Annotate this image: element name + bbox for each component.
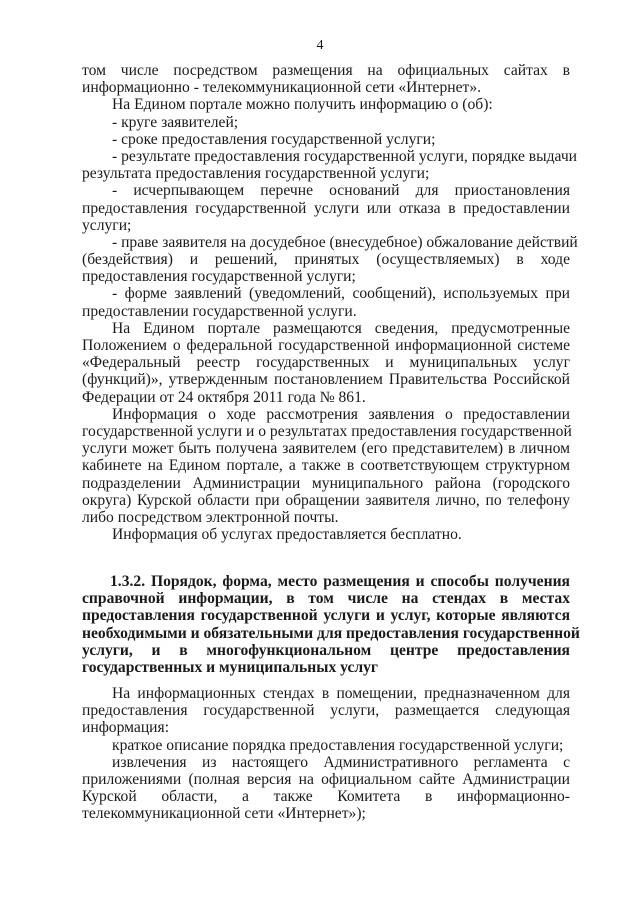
paragraph-line: информационно - телекоммуникационной сети «Интернет». <box>82 79 482 97</box>
heading-line: справочной информации, в том числе на стендах в местах <box>82 590 570 608</box>
paragraph-line: кабинете на Едином портале, а также в соответствующем структурном <box>82 457 570 475</box>
paragraph-line: На Едином портале размещаются сведения, предусмотренные <box>112 319 570 337</box>
paragraph-line: краткое описание порядка предоставления государственной услуги; <box>112 736 564 754</box>
paragraph-line: государственной услуги и о результатах предоставления государственной <box>82 422 572 440</box>
paragraph-line: либо посредством электронной почты. <box>82 508 339 526</box>
paragraph-line: «Федеральный реестр государственных и муниципальных услуг <box>82 354 570 372</box>
info-stands-section <box>82 685 570 823</box>
list-item: - исчерпывающем перечне оснований для приостановления <box>112 182 570 200</box>
heading-line: необходимыми и обязательными для предоставления государственной <box>82 624 580 642</box>
paragraph-line: Курской области, а также Комитета в информационно- <box>82 788 570 806</box>
paragraph-line: предоставлении государственной услуги. <box>82 302 357 320</box>
paragraph-line: подразделении Администрации муниципального района (городского <box>82 474 570 492</box>
list-item: - праве заявителя на досудебное (внесудебное) обжалование действий <box>112 233 578 251</box>
page-number: 4 <box>316 38 324 53</box>
paragraph-line: (функций)», утвержденным постановлением Правительства Российской <box>82 371 570 389</box>
heading-line: предоставления государственной услуги и услуг, которые являются <box>82 607 570 625</box>
paragraph-line: телекоммуникационной сети «Интернет»); <box>82 805 366 823</box>
heading-line: услуги, и в многофункциональном центре предоставления <box>82 641 570 659</box>
paragraph-line: Информация о ходе рассмотрения заявления о предоставлении <box>112 405 570 423</box>
list-item: - форме заявлений (уведомлений, сообщений), используемых при <box>112 285 570 303</box>
paragraph-line: предоставления государственной услуги; <box>82 268 356 286</box>
paragraph-line: услуги; <box>82 216 132 234</box>
list-item: - результате предоставления государственной услуги, порядке выдачи <box>112 147 578 165</box>
paragraph-line: приложениями (полная версия на официальном сайте Администрации <box>82 770 570 788</box>
list-item: - сроке предоставления государственной услуги; <box>112 130 436 148</box>
paragraph-line: услуги может быть получена заявителем (его представителем) в личном <box>82 440 570 458</box>
heading-line: 1.3.2. Порядок, форма, место размещения и способы получения <box>110 573 570 590</box>
list-item: - круге заявителей; <box>112 113 239 131</box>
paragraph-line: извлечения из настоящего Административного регламента с <box>112 753 570 771</box>
paragraph-line: Информация об услугах предоставляется бесплатно. <box>112 526 462 544</box>
paragraph-line: Положением о федеральной государственной информационной системе <box>82 337 570 354</box>
info-sources-section <box>82 62 578 544</box>
paragraph-line: предоставления государственной услуги или отказа в предоставлении <box>82 199 570 217</box>
paragraph-line: (бездействия) и решений, принятых (осуществляемых) в ходе <box>82 251 570 269</box>
paragraph-line: На Едином портале можно получить информацию о (об): <box>112 96 493 114</box>
paragraph-line: информация: <box>82 719 170 737</box>
paragraph-line: том числе посредством размещения на официальных сайтах в <box>82 62 570 79</box>
section-heading <box>82 573 580 676</box>
heading-line: государственных и муниципальных услуг <box>82 658 379 676</box>
paragraph-line: округа) Курской области при обращении заявителя лично, по телефону <box>82 491 570 509</box>
paragraph-line: На информационных стендах в помещении, предназначенном для <box>112 685 570 702</box>
paragraph-line: Федерации от 24 октября 2011 года № 861. <box>82 388 366 406</box>
paragraph-line: предоставления государственной услуги, размещается следующая <box>82 702 570 720</box>
paragraph-line: результата предоставления государственной услуги; <box>82 165 430 183</box>
